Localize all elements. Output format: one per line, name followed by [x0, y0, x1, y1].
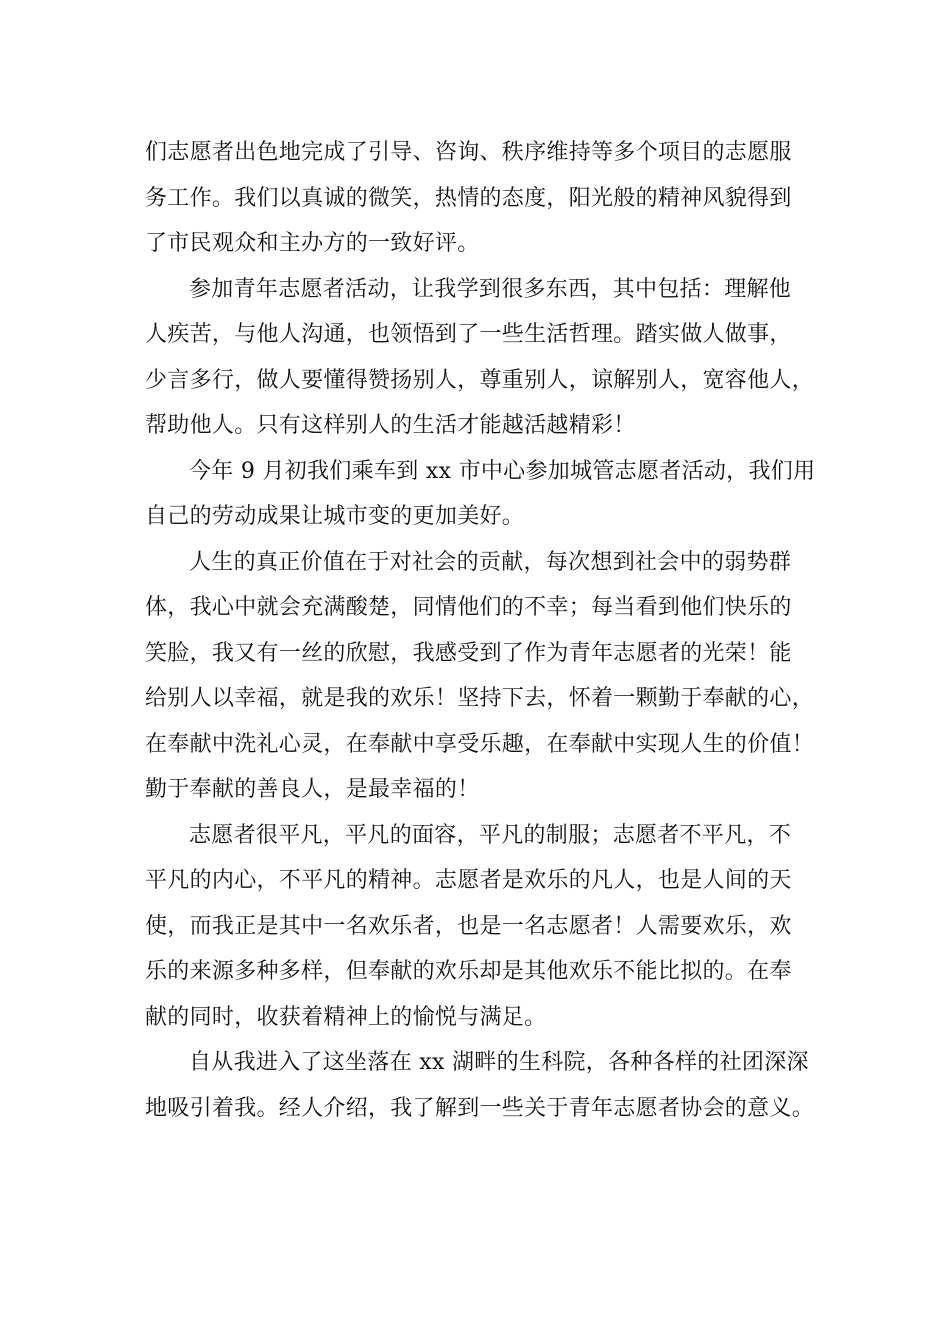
- text-line: 们志愿者出色地完成了引导、咨询、秩序维持等多个项目的志愿服: [145, 140, 792, 165]
- text-line: 给别人以幸福，就是我的欢乐！坚持下去，怀着一颗勤于奉献的心，: [145, 686, 815, 711]
- text-line: 参加青年志愿者活动，让我学到很多东西，其中包括：理解他: [189, 276, 792, 302]
- text-line: 务工作。我们以真诚的微笑，热情的态度，阳光般的精神风貌得到: [145, 185, 792, 211]
- text-line: 自己的劳动成果让城市变的更加美好。: [145, 504, 525, 529]
- text-line: 地吸引着我。经人介绍，我了解到一些关于青年志愿者协会的意义。: [145, 1095, 815, 1121]
- text-line: 人生的真正价值在于对社会的贡献，每次想到社会中的弱势群: [189, 549, 792, 575]
- paragraph-6: [145, 1040, 815, 1131]
- paragraph-4: [145, 540, 815, 813]
- paragraph-2: [145, 267, 815, 449]
- text-line: 今年 9 月初我们乘车到 xx 市中心参加城管志愿者活动，我们用: [189, 458, 816, 484]
- text-line: 少言多行，做人要懂得赞扬别人，尊重别人，谅解别人，宽容他人，: [145, 367, 815, 393]
- text-line: 帮助他人。只有这样别人的生活才能越活越精彩！: [145, 413, 636, 438]
- text-line: 了市民观众和主办方的一致好评。: [145, 231, 480, 256]
- document-body: [145, 130, 816, 1131]
- text-line: 献的同时，收获着精神上的愉悦与满足。: [145, 1004, 547, 1030]
- text-line: 自从我进入了这坐落在 xx 湖畔的生科院，各种各样的社团深深: [189, 1050, 809, 1075]
- text-line: 人疾苦，与他人沟通，也领悟到了一些生活哲理。踏实做人做事，: [145, 322, 792, 347]
- text-line: 使，而我正是其中一名欢乐者，也是一名志愿者！人需要欢乐，欢: [145, 913, 792, 939]
- text-line: 乐的来源多种多样，但奉献的欢乐却是其他欢乐不能比拟的。在奉: [145, 959, 792, 984]
- paragraph-3: [145, 449, 816, 540]
- text-line: 勤于奉献的善良人，是最幸福的！: [145, 777, 480, 802]
- text-line: 笑脸，我又有一丝的欣慰，我感受到了作为青年志愿者的光荣！能: [145, 640, 792, 666]
- paragraph-1: [145, 130, 810, 267]
- paragraph-5: [145, 813, 810, 1041]
- text-line: 志愿者很平凡，平凡的面容，平凡的制服；志愿者不平凡，不: [189, 822, 792, 848]
- text-line: 平凡的内心，不平凡的精神。志愿者是欢乐的凡人，也是人间的天: [145, 868, 792, 893]
- text-line: 体，我心中就会充满酸楚，同情他们的不幸；每当看到他们快乐的: [145, 595, 792, 620]
- text-line: 在奉献中洗礼心灵，在奉献中享受乐趣，在奉献中实现人生的价值！: [145, 731, 815, 757]
